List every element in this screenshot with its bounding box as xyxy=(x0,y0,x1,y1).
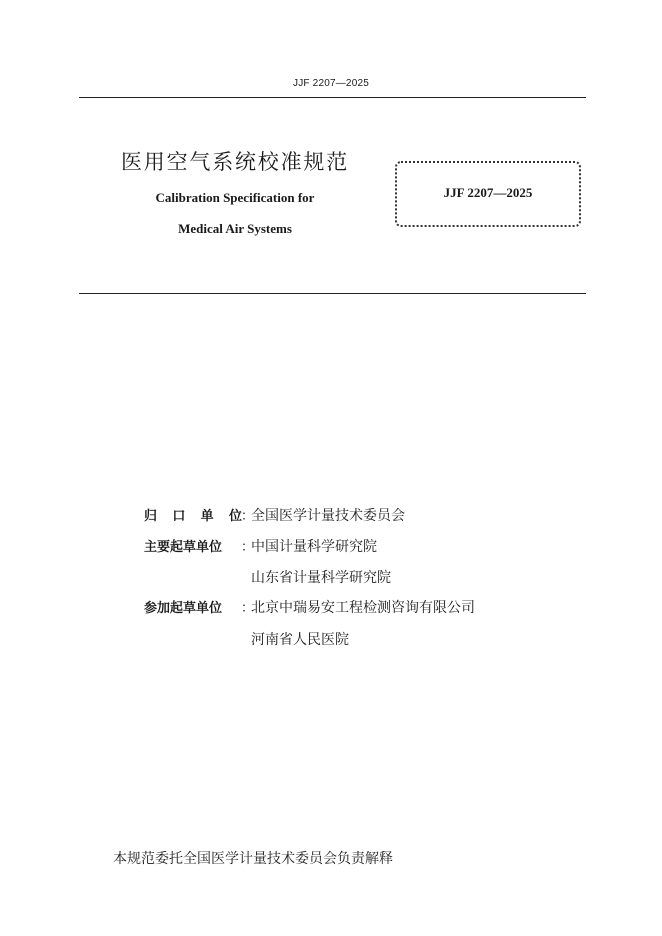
responsible-unit-colon: ： xyxy=(241,509,255,524)
title-english-line2: Medical Air Systems xyxy=(178,221,292,236)
responsible-unit-label xyxy=(144,505,242,524)
interpretation-note: 本规范委托全国医学计量技术委员会负责解释 xyxy=(113,851,393,867)
label-char: 单 xyxy=(200,509,214,524)
label-char: 位 xyxy=(228,509,242,524)
participating-drafting-unit-value: 河南省人民医院 xyxy=(251,632,349,648)
header-rule xyxy=(79,97,586,98)
main-drafting-unit-label: 主要起草单位 xyxy=(144,540,223,555)
participating-drafting-unit-colon: ： xyxy=(241,601,255,616)
main-drafting-unit-value: 中国计量科学研究院 xyxy=(251,539,377,555)
header-standard-code: JJF 2207—2025 xyxy=(293,78,369,89)
main-drafting-unit-value: 山东省计量科学研究院 xyxy=(251,570,391,586)
participating-drafting-unit-value: 北京中瑞易安工程检测咨询有限公司 xyxy=(251,600,475,616)
responsible-unit-value: 全国医学计量技术委员会 xyxy=(251,508,405,524)
title-chinese: 医用空气系统校准规范 xyxy=(121,150,349,174)
label-char: 归 xyxy=(144,509,158,524)
standard-code-box-text: JJF 2207—2025 xyxy=(443,185,533,200)
title-section-rule xyxy=(79,293,586,294)
participating-drafting-unit-label: 参加起草单位 xyxy=(144,601,223,616)
title-english-line1: Calibration Specification for xyxy=(155,190,315,205)
label-char: 口 xyxy=(172,509,186,524)
main-drafting-unit-colon: ： xyxy=(241,540,255,555)
